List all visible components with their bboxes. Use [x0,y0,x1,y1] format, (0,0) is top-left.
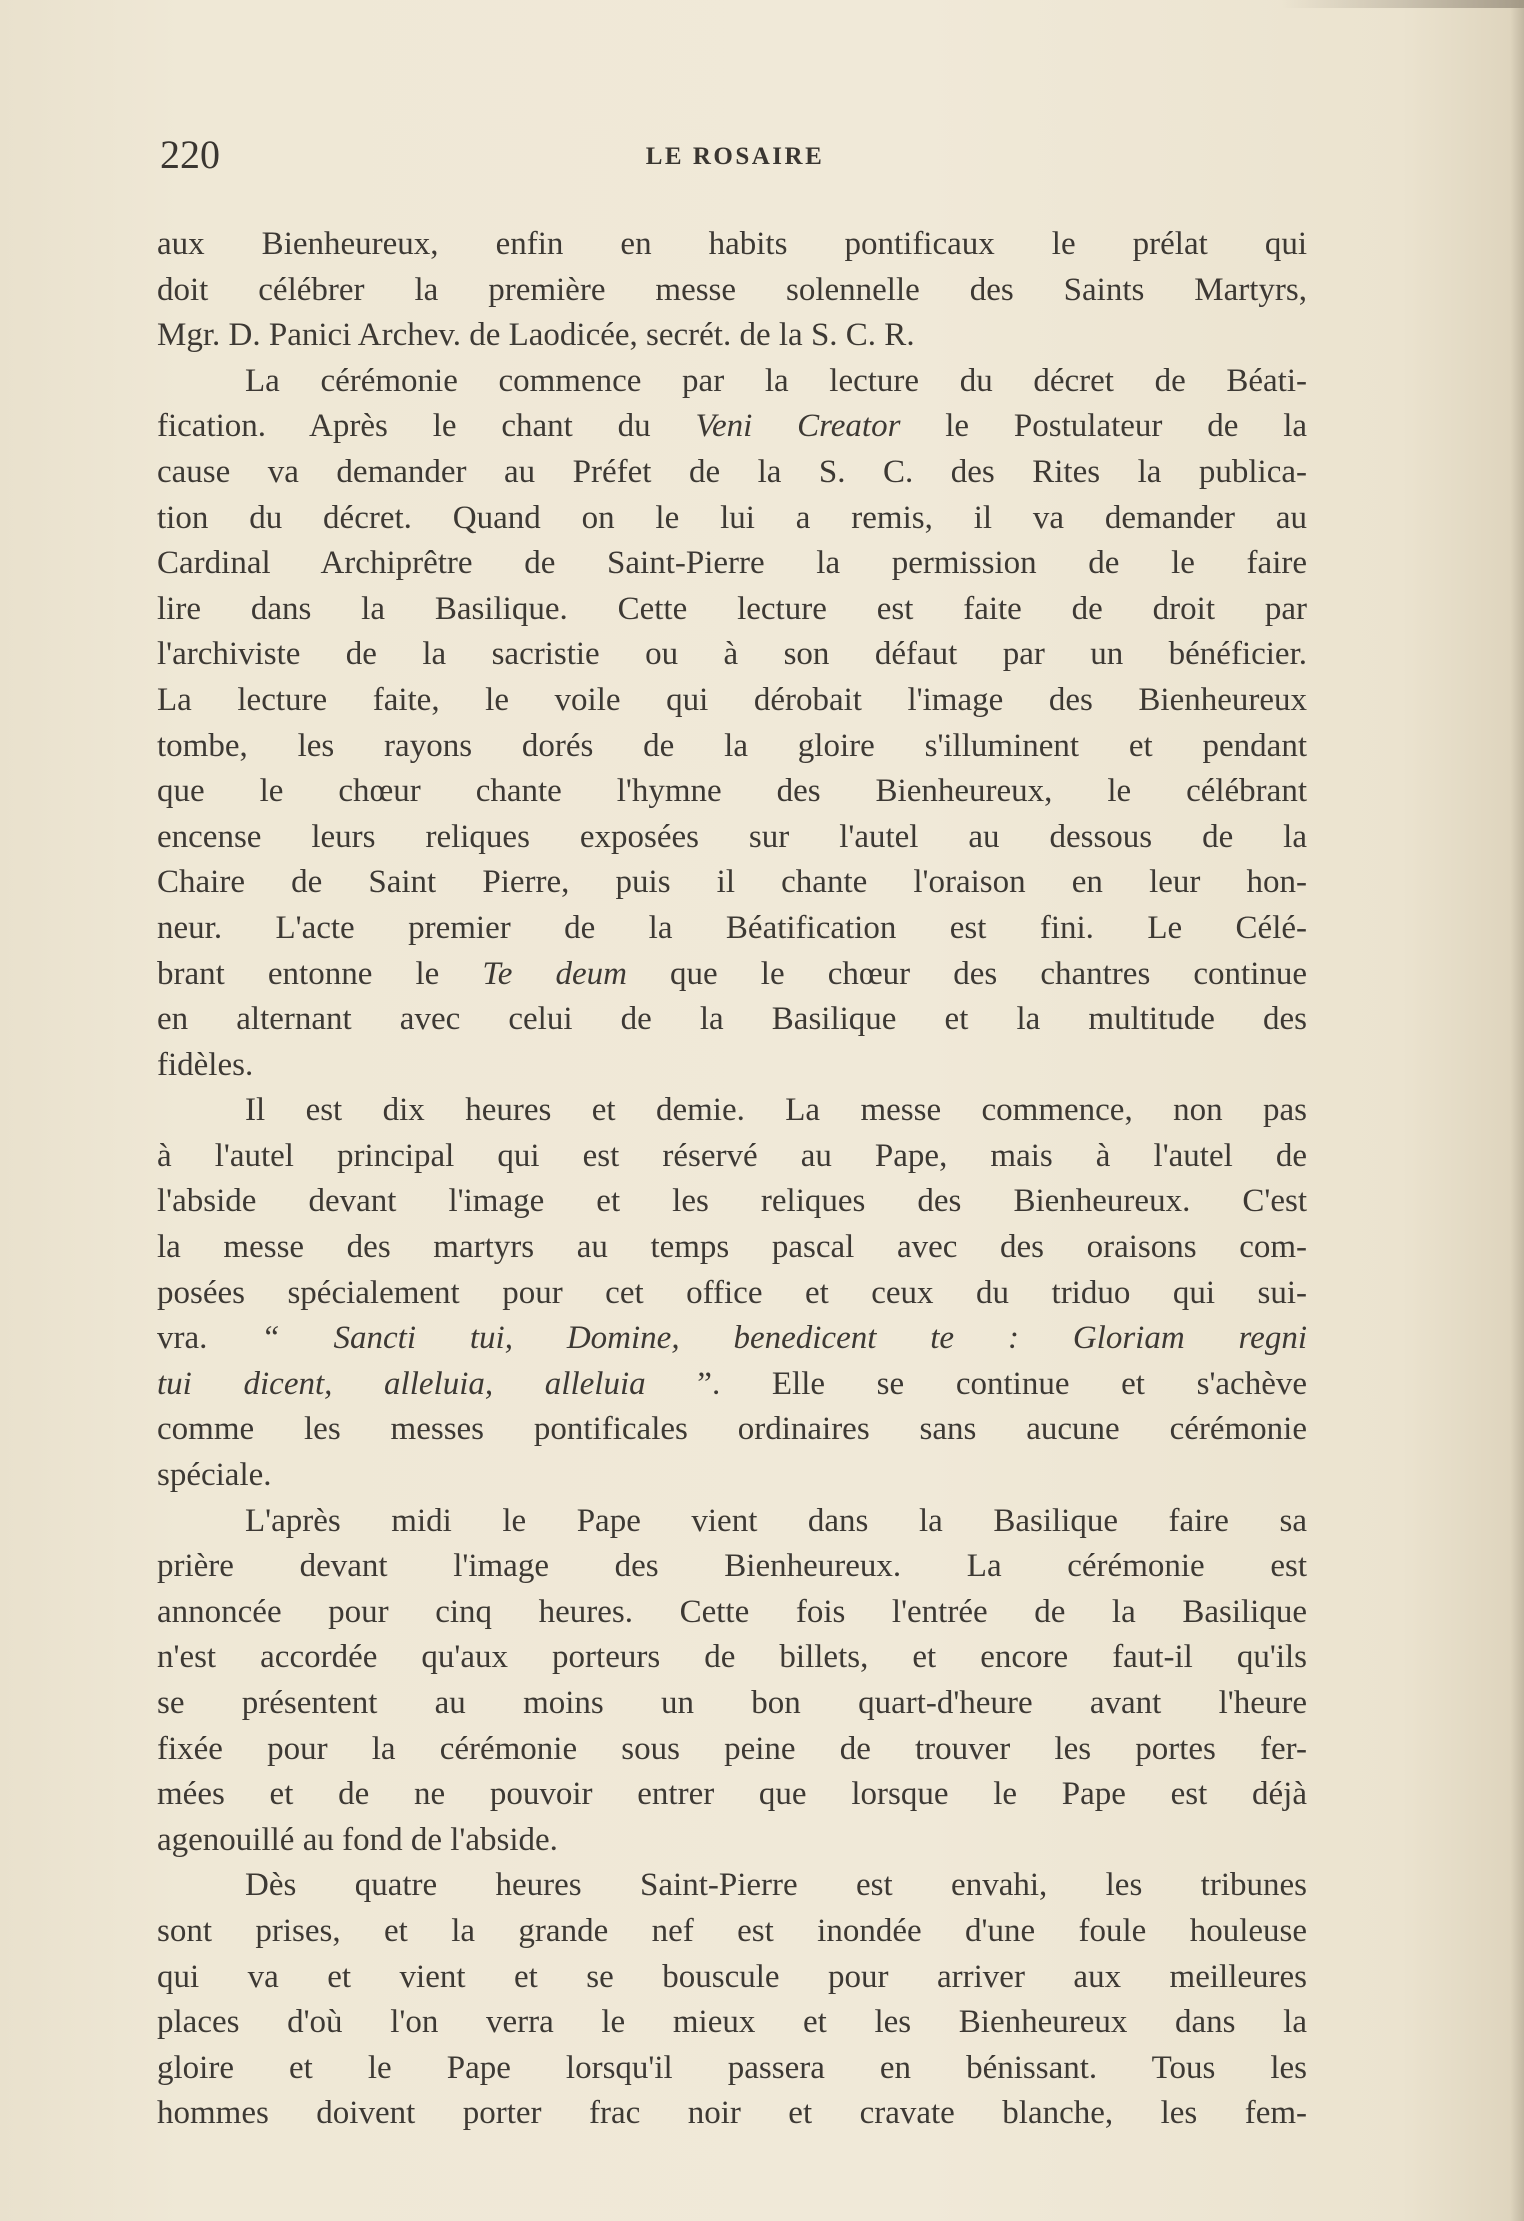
text-line: à l'autel principal qui est réservé au Pape, mais à l'autel de [157,1137,1307,1174]
text-line: encense leurs reliques exposées sur l'autel au dessous de la [157,818,1307,855]
text-line [157,1316,1307,1362]
text-line: La lecture faite, le voile qui dérobait l'image des Bienheureux [157,681,1307,718]
text-line: se présentent au moins un bon quart-d'heure avant l'heure [157,1685,1307,1721]
text-segment: ”. Elle se continue et s'achève [697,1365,1307,1402]
text-line: que le chœur chante l'hymne des Bienheureux, le célébrant [157,773,1307,810]
page-edge-shadow-right [1510,0,1524,2221]
text-line: Il est dix heures et demie. La messe commence, non pas [245,1092,1307,1129]
text-line: places d'où l'on verra le mieux et les Bienheureux dans la [157,2004,1307,2041]
text-line: fidèles. [157,1046,254,1083]
text-line: la messe des martyrs au temps pascal avec des oraisons com- [157,1229,1307,1266]
text-line: hommes doivent porter frac noir et cravate blanche, les fem- [157,2095,1307,2132]
text-line [157,404,1307,450]
italic-hymn-title: Te deum [482,955,627,992]
text-line: prière devant l'image des Bienheureux. La cérémonie est [157,1548,1307,1585]
body-text [157,222,1307,2137]
paragraph-2 [157,359,1307,1089]
text-line: L'après midi le Pape vient dans la Basilique faire sa [245,1502,1307,1539]
text-line [157,952,1307,998]
text-line: agenouillé au fond de l'abside. [157,1821,558,1858]
text-line: annoncée pour cinq heures. Cette fois l'entrée de la Basilique [157,1593,1307,1630]
text-line: cause va demander au Préfet de la S. C. des Rites la publica- [157,453,1307,490]
paragraph-5 [157,1863,1307,2137]
text-line: n'est accordée qu'aux porteurs de billets, et encore faut-il qu'ils [157,1639,1307,1676]
page-number: 220 [160,132,220,177]
text-line: tion du décret. Quand on le lui a remis, il va demander au [157,499,1307,536]
text-segment: vra. [157,1320,208,1357]
text-line: qui va et vient et se bouscule pour arriver aux meilleures [157,1958,1307,1995]
text-line: l'abside devant l'image et les reliques des Bienheureux. C'est [157,1183,1307,1220]
text-segment: fication. Après le chant du [157,408,651,445]
text-segment: que le chœur des chantres continue [670,955,1307,992]
text-line: spéciale. [157,1457,272,1494]
text-line: Mgr. D. Panici Archev. de Laodicée, secrét. de la S. C. R. [157,317,915,354]
text-segment: brant entonne le [157,955,440,992]
text-line: Dès quatre heures Saint-Pierre est envahi, les tribunes [245,1867,1307,1904]
text-line: sont prises, et la grande nef est inondée d'une foule houleuse [157,1912,1307,1949]
italic-latin-quote: tui dicent, alleluia, alleluia [157,1365,646,1402]
text-line: aux Bienheureux, enfin en habits pontificaux le prélat qui [157,226,1307,262]
page-edge-shadow-top [1280,0,1524,8]
text-line: Chaire de Saint Pierre, puis il chante l'oraison en leur hon- [157,864,1307,901]
paragraph-3 [157,1088,1307,1498]
text-line: La cérémonie commence par la lecture du décret de Béati- [245,362,1307,399]
running-title: LE ROSAIRE [645,143,825,170]
paragraph-1 [157,222,1307,359]
text-line: comme les messes pontificales ordinaires sans aucune cérémonie [157,1411,1307,1448]
text-line: neur. L'acte premier de la Béatification est fini. Le Célé- [157,909,1307,946]
text-line [157,1362,1307,1408]
text-line: gloire et le Pape lorsqu'il passera en bénissant. Tous les [157,2049,1307,2086]
italic-latin-quote: “ Sancti tui, Domine, benedicent te : Gloriam regni [261,1320,1307,1357]
text-line: mées et de ne pouvoir entrer que lorsque le Pape est déjà [157,1776,1307,1813]
text-line: en alternant avec celui de la Basilique et la multitude des [157,1001,1307,1038]
text-line: l'archiviste de la sacristie ou à son défaut par un bénéficier. [157,636,1307,673]
page-header [160,130,1310,180]
text-line: lire dans la Basilique. Cette lecture est faite de droit par [157,590,1307,627]
text-line: doit célébrer la première messe solennelle des Saints Martyrs, [157,271,1307,308]
text-line: posées spécialement pour cet office et ceux du triduo qui sui- [157,1274,1307,1311]
text-line: tombe, les rayons dorés de la gloire s'illuminent et pendant [157,727,1307,764]
paragraph-4 [157,1499,1307,1864]
text-line: Cardinal Archiprêtre de Saint-Pierre la permission de le faire [157,545,1307,582]
italic-hymn-title: Veni Creator [695,408,901,445]
text-segment: le Postulateur de la [945,408,1307,445]
text-line: fixée pour la cérémonie sous peine de trouver les portes fer- [157,1730,1307,1767]
